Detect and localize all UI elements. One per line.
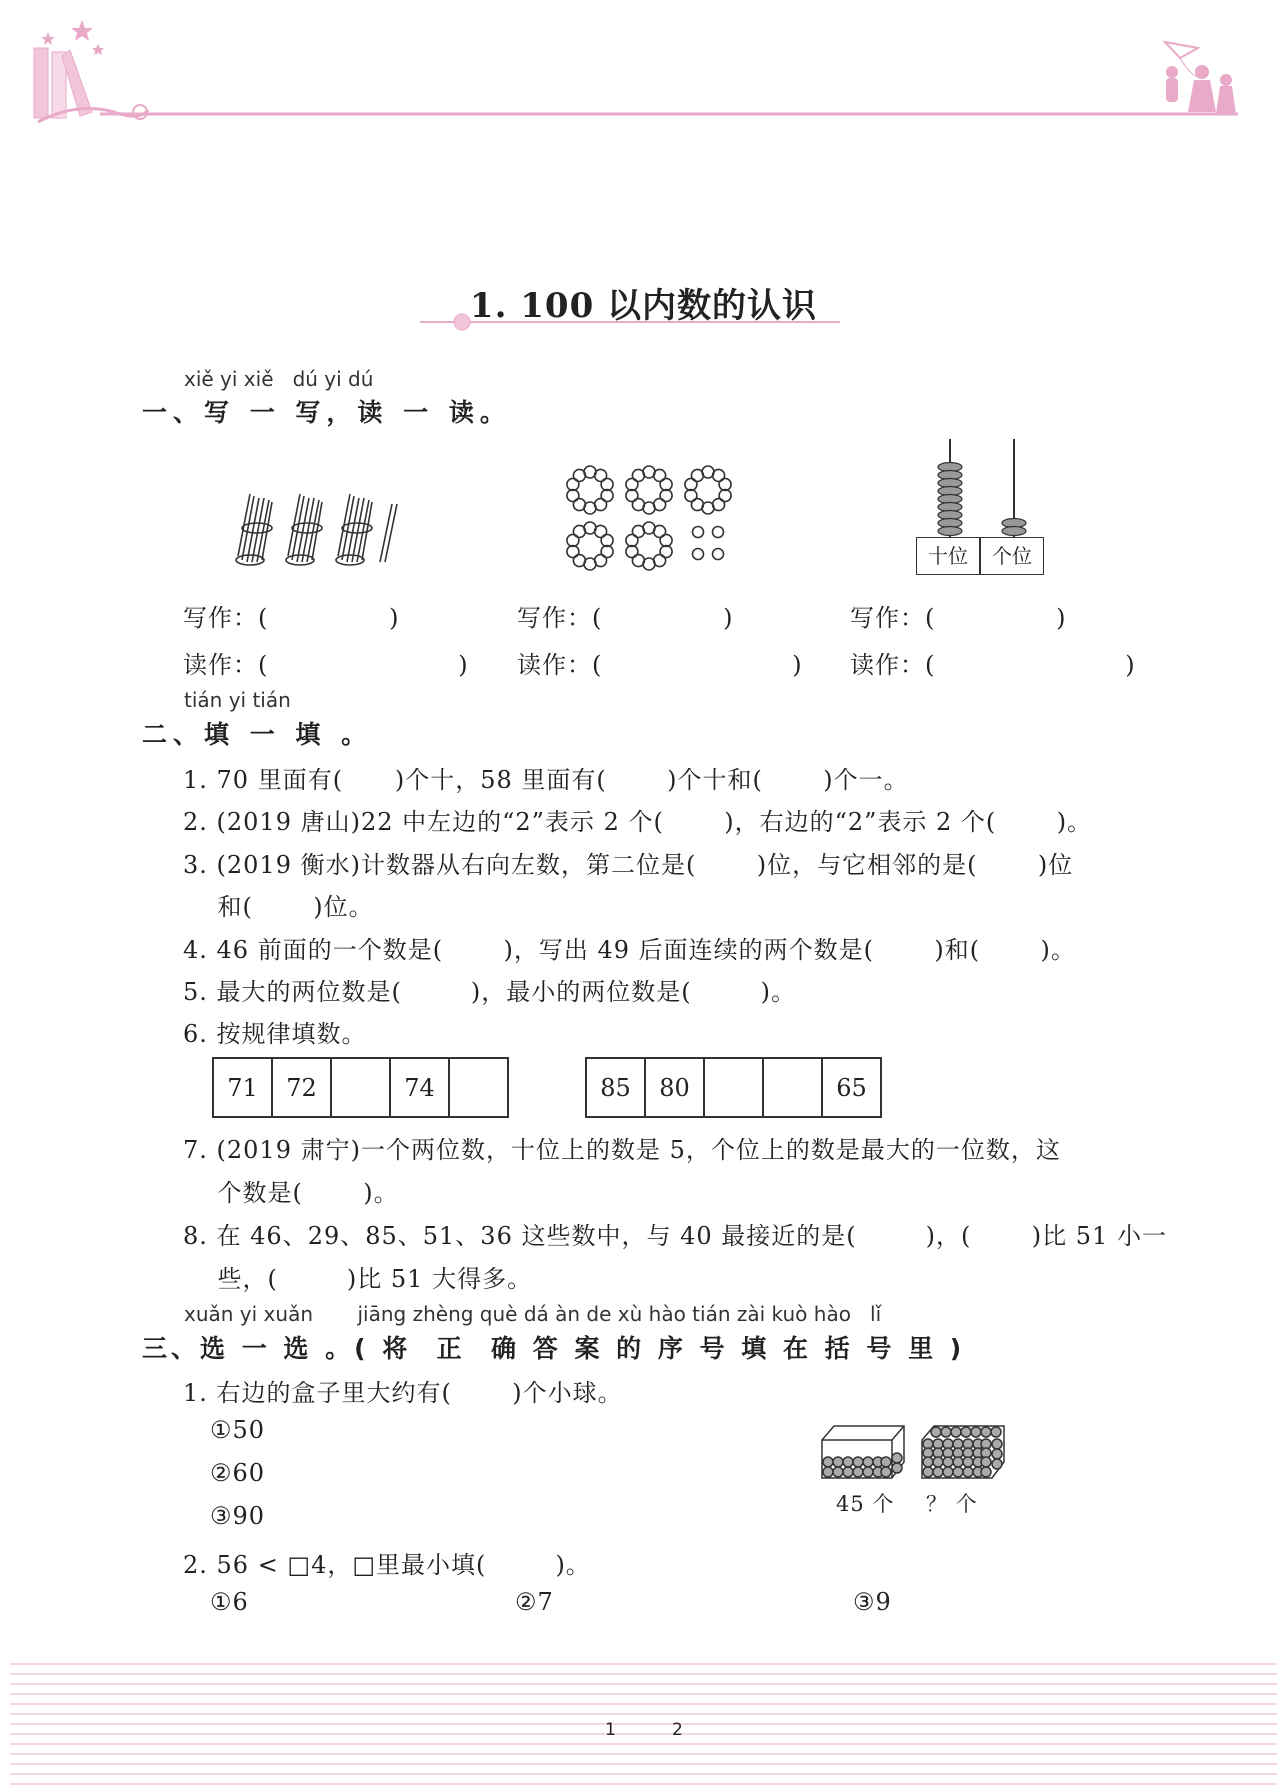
sequence-cell: 74 xyxy=(390,1058,449,1117)
option-3-1-c[interactable]: ③90 xyxy=(210,1502,266,1530)
question-2-7-cont: 个数是( )。 xyxy=(183,1179,399,1207)
question-2-8: 8. 在 46、29、85、51、36 这些数中，与 40 最接近的是( )，( )比 51 小一 xyxy=(183,1222,1167,1250)
question-2-1: 1. 70 里面有( )个十，58 里面有( )个十和( )个一。 xyxy=(183,766,909,794)
title-underline xyxy=(420,312,840,332)
question-2-7: 7. (2019 肃宁)一个两位数，十位上的数是 5，个位上的数是最大的一位数，这 xyxy=(183,1136,1061,1164)
stick-bundle-icon xyxy=(336,494,372,565)
ten-circles-icon xyxy=(567,466,613,514)
page-title: 1. 100 以内数的认识 xyxy=(469,286,818,326)
box-label-45: 45 个 xyxy=(836,1492,895,1516)
ten-circles-icon xyxy=(626,466,672,514)
page-number-1: 1 xyxy=(605,1720,616,1740)
question-2-6: 6. 按规律填数。 xyxy=(183,1020,367,1048)
sequence-cell: 80 xyxy=(645,1058,704,1117)
read-answer-3[interactable]: 读作：( ) xyxy=(850,651,1136,679)
stick-bundles-figure xyxy=(232,488,402,568)
question-2-4: 4. 46 前面的一个数是( )，写出 49 后面连续的两个数是( )和( )。 xyxy=(183,936,1076,964)
section2-pinyin: tián yi tián xyxy=(184,688,291,712)
sequence-cell: 65 xyxy=(822,1058,881,1117)
sequence-table-1 xyxy=(212,1057,509,1118)
page-number-2: 2 xyxy=(672,1720,683,1740)
tens-place-label: 十位 xyxy=(916,537,980,575)
question-3-1: 1. 右边的盒子里大约有( )个小球。 xyxy=(183,1379,623,1407)
stick-bundle-icon xyxy=(236,494,272,565)
ones-place-label: 个位 xyxy=(980,537,1044,575)
read-answer-2[interactable]: 读作：( ) xyxy=(517,651,803,679)
question-2-3-cont: 和( )位。 xyxy=(183,893,374,921)
books-ornament-icon xyxy=(34,48,148,122)
ten-circles-icon xyxy=(685,466,731,514)
sequence-cell: 71 xyxy=(213,1058,272,1117)
header-decoration xyxy=(0,0,1287,140)
option-3-1-a[interactable]: ①50 xyxy=(210,1416,266,1444)
ball-boxes-figure xyxy=(820,1422,1010,1484)
question-2-8-cont: 些，( )比 51 大得多。 xyxy=(183,1265,533,1293)
section3-pinyin: xuǎn yi xuǎn jiāng zhèng què dá àn de xù hào tián zài kuò hào lǐ xyxy=(184,1302,882,1326)
question-2-3: 3. (2019 衡水)计数器从右向左数，第二位是( )位，与它相邻的是( )位 xyxy=(183,851,1074,879)
star-icon xyxy=(41,20,104,55)
ten-circles-icon xyxy=(567,522,613,570)
write-answer-1[interactable]: 写作：( ) xyxy=(183,604,400,632)
sequence-cell: 72 xyxy=(272,1058,331,1117)
section3-heading: 三、选 一 选 。( 将 正 确 答 案 的 序 号 填 在 括 号 里 ) xyxy=(142,1334,966,1363)
option-3-1-b[interactable]: ②60 xyxy=(210,1459,266,1487)
section1-heading: 一、写 一 写，读 一 读。 xyxy=(142,398,511,427)
single-stick-icon xyxy=(380,504,397,562)
abacus-rods-icon xyxy=(916,437,1046,537)
single-circles-icon xyxy=(693,527,724,560)
circle-groups-figure xyxy=(562,462,737,572)
question-3-2: 2. 56 < □4，□里最小填( )。 xyxy=(183,1551,591,1579)
section2-heading: 二、填 一 填 。 xyxy=(142,720,373,749)
box-label-unknown: ？ 个 xyxy=(926,1492,978,1516)
box-full-balls-icon xyxy=(922,1426,1004,1478)
write-answer-3[interactable]: 写作：( ) xyxy=(850,604,1067,632)
children-kite-icon xyxy=(1165,42,1236,114)
read-answer-1[interactable]: 读作：( ) xyxy=(183,651,469,679)
option-3-2-c[interactable]: ③9 xyxy=(853,1588,892,1616)
option-3-2-a[interactable]: ①6 xyxy=(210,1588,249,1616)
question-2-2: 2. (2019 唐山)22 中左边的“2”表示 2 个( )，右边的“2”表示 2 个( )。 xyxy=(183,808,1093,836)
option-3-2-b[interactable]: ②7 xyxy=(515,1588,554,1616)
footer-band xyxy=(10,1655,1277,1789)
box-45-balls-icon xyxy=(822,1426,904,1478)
sequence-blank-cell[interactable] xyxy=(449,1058,508,1117)
sequence-blank-cell[interactable] xyxy=(763,1058,822,1117)
question-2-5: 5. 最大的两位数是( )，最小的两位数是( )。 xyxy=(183,978,797,1006)
section1-pinyin: xiě yi xiě dú yi dú xyxy=(184,367,374,391)
write-answer-2[interactable]: 写作：( ) xyxy=(517,604,734,632)
sequence-blank-cell[interactable] xyxy=(704,1058,763,1117)
abacus-figure xyxy=(916,437,1046,575)
sequence-blank-cell[interactable] xyxy=(331,1058,390,1117)
ten-circles-icon xyxy=(626,522,672,570)
sequence-table-2 xyxy=(585,1057,882,1118)
sequence-cell: 85 xyxy=(586,1058,645,1117)
stick-bundle-icon xyxy=(286,494,322,565)
